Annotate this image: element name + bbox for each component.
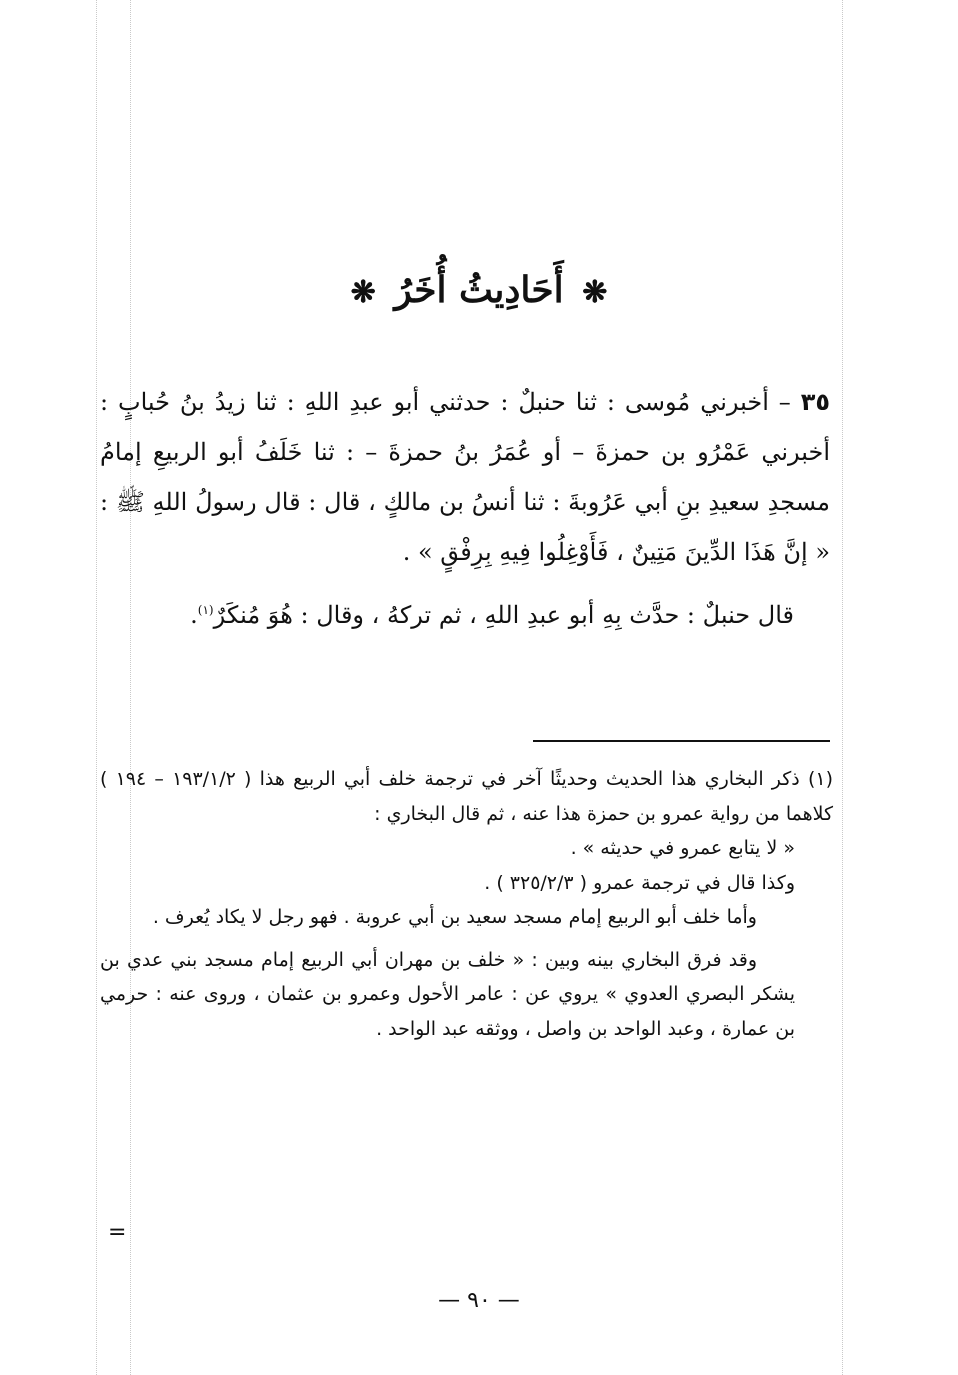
hadith-closing-paragraph	[100, 585, 830, 640]
footnote-marker: (١)	[807, 768, 833, 790]
continuation-mark: =	[108, 1220, 127, 1245]
hadith-number: ٣٥	[800, 388, 830, 416]
footnote-text: ذكر البخاري هذا الحديث وحديثًا آخر في ترجمة خلف أبي الربيع هذا ( ١٩٣/١/٢ – ١٩٤ ) كلاهما من رواية عمرو بن حمزة هذا عنه ، ثم قال البخاري :	[100, 768, 833, 825]
section-heading	[0, 262, 958, 321]
scan-guide-line	[130, 0, 131, 1375]
hadith-closing: قال حنبلٌ : حدَّث بِهِ أبو عبدِ اللهِ ، ثم تركهُ ، وقال : هُوَ مُنكَرٌ	[213, 601, 794, 629]
footnote-line: وقد فرق البخاري بينه وبين : « خلف بن مهران أبي الربيع إمام مسجد بني عدي بن يشكر البصري العدوي » يروي عن : عامر الأحول وعمرو بن عثمان ، وروى عنه : حرمي بن عمارة ، وعبد الواحد بن واصل ، ووثقه عبد الواحد .	[100, 948, 795, 1040]
footnote-block	[100, 762, 833, 1046]
scan-guide-line	[96, 0, 97, 1375]
scan-guide-line	[842, 0, 843, 1375]
footnote-line: وأما خلف أبو الربيع إمام مسجد سعيد بن أبي عروبة . فهو رجل لا يكاد يُعرف .	[152, 906, 757, 928]
hadith-paragraph	[100, 377, 830, 577]
section-title: أَحَادِيثُ أُخَرُ	[394, 269, 564, 311]
footnote-line: « لا يتابع عمرو في حديثه » .	[570, 837, 795, 859]
closing-period: .	[190, 601, 198, 629]
hadith-text: – أخبرني مُوسى : ثنا حنبلٌ : حدثني أبو عبدِ اللهِ : ثنا زيدُ بنُ حُبابٍ : أخبرني عَمْرُو بن حمزةَ – أو عُمَرُ بنُ حمزةَ – : ثنا خَلَفُ أبو الربيعِ إمامُ مسجدِ سعيدِ بنِ أبي عَرُوبةَ : ثنا أنسُ بن مالكٍ ، قال : قال رسولُ اللهِ ﷺ : « إنَّ هَذَا الدِّينَ مَتِينٌ ، فَأَوْغِلُوا فِيهِ بِرِفْقٍ » .	[100, 388, 830, 566]
footnote-line	[100, 762, 833, 831]
footnote-reference[interactable]: (١)	[197, 603, 214, 617]
ornament-icon: ❋	[350, 275, 376, 310]
footnote-separator	[533, 740, 830, 742]
page-number: — ٩٠ —	[438, 1288, 520, 1313]
hadith-block	[100, 377, 830, 640]
ornament-icon: ❋	[582, 275, 608, 310]
footnote-line: وكذا قال في ترجمة عمرو ( ٣٢٥/٢/٣ ) .	[484, 871, 795, 894]
